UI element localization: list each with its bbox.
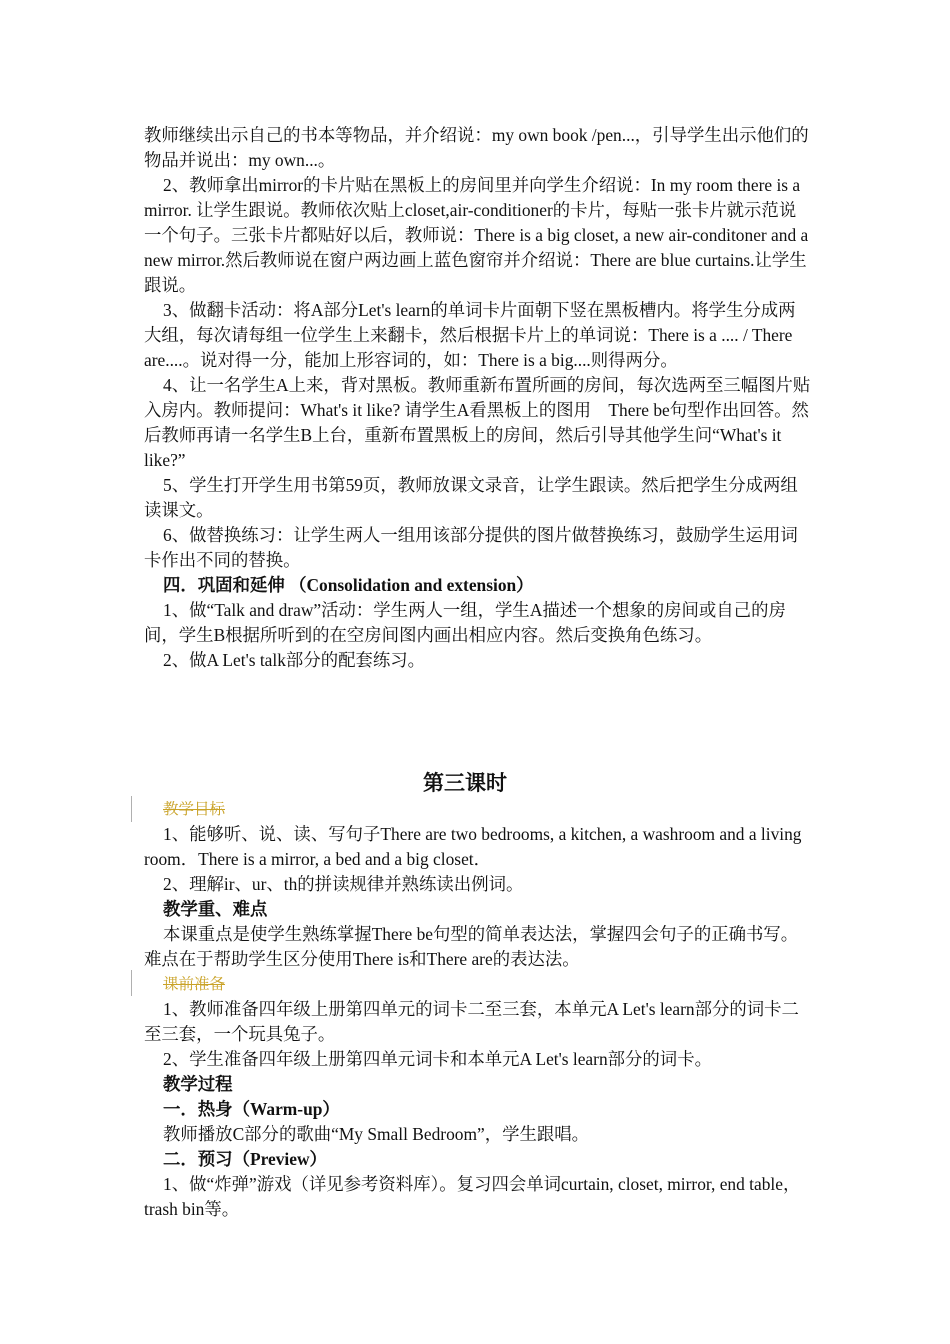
paragraph: 1、做“炸弹”游戏（详见参考资料库）。复习四会单词curtain, closet, mirror, end table，trash bin等。 xyxy=(144,1174,801,1219)
paragraph: 5、学生打开学生用书第59页，教师放课文录音，让学生跟读。然后把学生分成两组读课文。 xyxy=(144,475,798,520)
section-heading: 四．巩固和延伸 （Consolidation and extension） xyxy=(163,575,534,595)
lesson-title: 第三课时 xyxy=(423,771,507,795)
blank-space xyxy=(144,673,812,769)
paragraph: 教师播放C部分的歌曲“My Small Bedroom”，学生跟唱。 xyxy=(163,1124,590,1144)
paragraph: 6、做替换练习：让学生两人一组用该部分提供的图片做替换练习，鼓励学生运用词卡作出不同的替换。 xyxy=(144,525,798,570)
document-body xyxy=(144,123,812,1222)
section-heading: 二．预习（Preview） xyxy=(163,1149,327,1169)
revision-margin-mark xyxy=(131,970,132,996)
paragraph: 本课重点是使学生熟练掌握There be句型的简单表达法，掌握四会句子的正确书写。难点在于帮助学生区分使用There is和There are的表达法。 xyxy=(144,924,799,969)
paragraph: 教师继续出示自己的书本等物品，并介绍说：my own book /pen...，引导学生出示他们的物品并说出：my own...。 xyxy=(144,125,809,170)
paragraph: 3、做翻卡活动：将A部分Let's learn的单词卡片面朝下竖在黑板槽内。将学生分成两大组，每次请每组一位学生上来翻卡，然后根据卡片上的单词说：There is a .... / There are....。说对得一分，能加上形容词的，如：There is a big....则得两分。 xyxy=(144,300,796,370)
section-heading: 教学过程 xyxy=(163,1074,233,1094)
paragraph: 2、理解ir、ur、th的拼读规律并熟练读出例词。 xyxy=(163,874,524,894)
deleted-heading: 教学目标 xyxy=(163,801,226,818)
paragraph: 2、做A Let's talk部分的配套练习。 xyxy=(163,650,426,670)
revision-margin-mark xyxy=(131,796,132,822)
paragraph: 4、让一名学生A上来，背对黑板。教师重新布置所画的房间，每次选两至三幅图片贴入房内。教师提问：What's it like? 请学生A看黑板上的图用 There be句型作出回答。然后教师再请一名学生B上台，重新布置黑板上的房间，然后引导其他学生问“What's it like?” xyxy=(144,375,811,470)
paragraph: 2、教师拿出mirror的卡片贴在黑板上的房间里并向学生介绍说：In my room there is a mirror. 让学生跟说。教师依次贴上closet,air-conditioner的卡片，每贴一张卡片就示范说一个句子。三张卡片都贴好以后，教师说：There is a big closet, a new air-conditoner and a new mirror.然后教师说在窗户两边画上蓝色窗帘并介绍说：There are blue curtains.让学生跟说。 xyxy=(144,175,809,295)
section-heading: 一．热身（Warm-up） xyxy=(163,1099,340,1119)
paragraph: 1、教师准备四年级上册第四单元的词卡二至三套，本单元A Let's learn部分的词卡二至三套，一个玩具兔子。 xyxy=(144,999,799,1044)
paragraph: 1、能够听、说、读、写句子There are two bedrooms, a kitchen, a washroom and a living room．There is a mirror, a bed and a big closet． xyxy=(144,824,802,869)
paragraph: 1、做“Talk and draw”活动：学生两人一组，学生A描述一个想象的房间或自己的房间，学生B根据所听到的在空房间图内画出相应内容。然后变换角色练习。 xyxy=(144,600,786,645)
section-heading: 教学重、难点 xyxy=(163,899,268,919)
deleted-heading: 课前准备 xyxy=(163,976,226,993)
paragraph: 2、学生准备四年级上册第四单元词卡和本单元A Let's learn部分的词卡。 xyxy=(163,1049,712,1069)
